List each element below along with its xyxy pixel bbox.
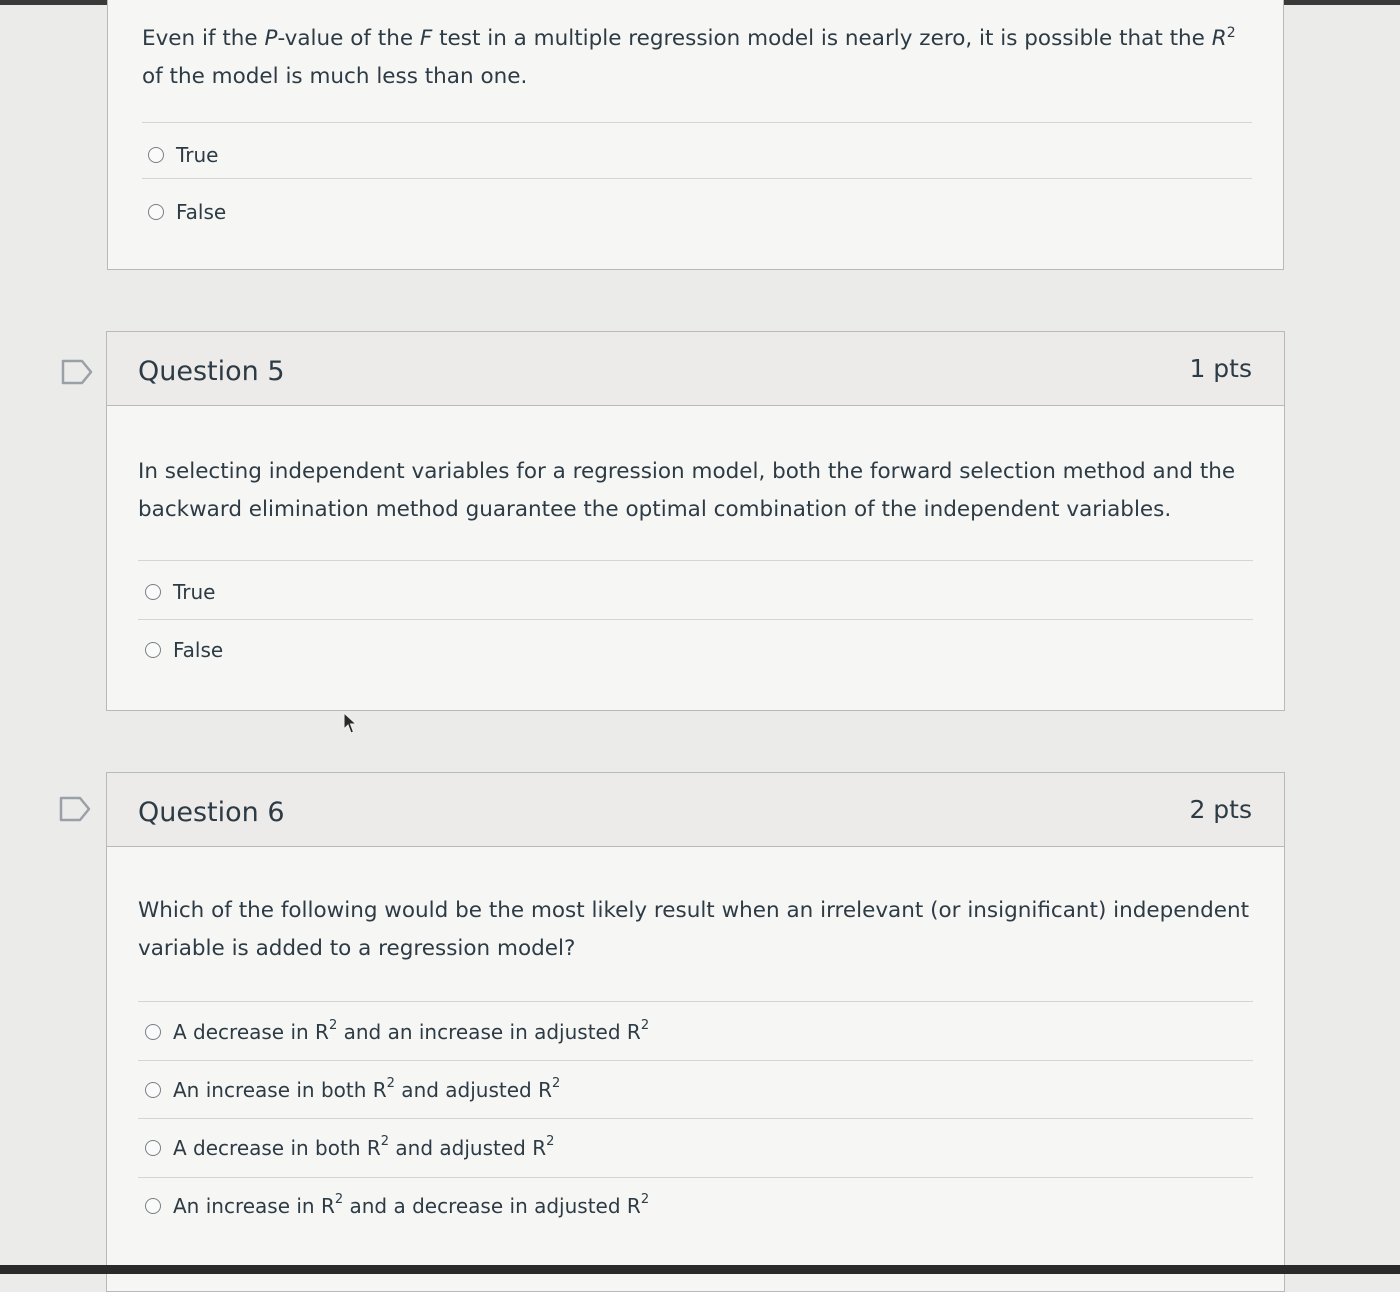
question-6-text: Which of the following would be the most likely result when an irrelevant (or insignificant) independent variable is added to a regression model?: [138, 898, 1250, 961]
radio-button[interactable]: [145, 1198, 161, 1214]
radio-button[interactable]: [145, 584, 161, 600]
answer-divider: [142, 122, 1252, 123]
answer-label: A decrease in both $R^2$ and adjusted $R^2$: [173, 1134, 555, 1160]
answer-label: False: [173, 638, 224, 662]
question-5-text: In selecting independent variables for a regression model, both the forward selection method and the backward elimination method guarantee the optimal combination of the independent variables.: [138, 459, 1236, 522]
answer-divider: [138, 1177, 1253, 1178]
answer-q4-false[interactable]: [148, 197, 226, 227]
answer-label: True: [173, 580, 216, 604]
answer-q5-true[interactable]: [145, 577, 215, 607]
answer-q6-option-3[interactable]: [145, 1133, 554, 1163]
answer-divider: [138, 1060, 1253, 1061]
answer-label: False: [176, 200, 227, 224]
question-title: Question 6: [138, 797, 285, 828]
answer-label: An increase in $R^2$ and a decrease in adjusted $R^2$: [173, 1192, 650, 1218]
answer-q6-option-1[interactable]: [145, 1017, 649, 1047]
radio-button[interactable]: [145, 1082, 161, 1098]
question-points: 1 pts: [1189, 354, 1252, 383]
answer-divider: [142, 178, 1252, 179]
question-6-card: [106, 772, 1285, 1292]
question-4-card: [107, 0, 1284, 270]
radio-button[interactable]: [145, 642, 161, 658]
answer-divider: [138, 560, 1253, 561]
answer-label: An increase in both $R^2$ and adjusted $R^2$: [173, 1076, 561, 1102]
answer-label: A decrease in $R^2$ and an increase in adjusted $R^2$: [173, 1018, 650, 1044]
answer-q4-true[interactable]: [148, 140, 218, 170]
radio-button[interactable]: [148, 147, 164, 163]
screen-bottom-edge: [0, 1265, 1400, 1274]
mouse-pointer-icon: [343, 712, 359, 736]
flag-question-icon[interactable]: [60, 359, 94, 385]
question-5-header: [107, 332, 1284, 406]
answer-q6-option-4[interactable]: [145, 1191, 649, 1221]
question-4-text: Even if the P-value of the F test in a multiple regression model is nearly zero, it is possible that the $R^2$ of the model is much less than one.: [142, 25, 1236, 90]
radio-button[interactable]: [148, 204, 164, 220]
answer-divider: [138, 619, 1253, 620]
answer-q6-option-2[interactable]: [145, 1075, 560, 1105]
question-5-card: [106, 331, 1285, 711]
radio-button[interactable]: [145, 1024, 161, 1040]
question-points: 2 pts: [1189, 795, 1252, 824]
radio-button[interactable]: [145, 1140, 161, 1156]
answer-q5-false[interactable]: [145, 635, 223, 665]
answer-divider: [138, 1001, 1253, 1002]
flag-question-icon[interactable]: [58, 796, 92, 822]
question-title: Question 5: [138, 356, 285, 387]
question-6-header: [107, 773, 1284, 847]
answer-label: True: [176, 143, 219, 167]
answer-divider: [138, 1118, 1253, 1119]
